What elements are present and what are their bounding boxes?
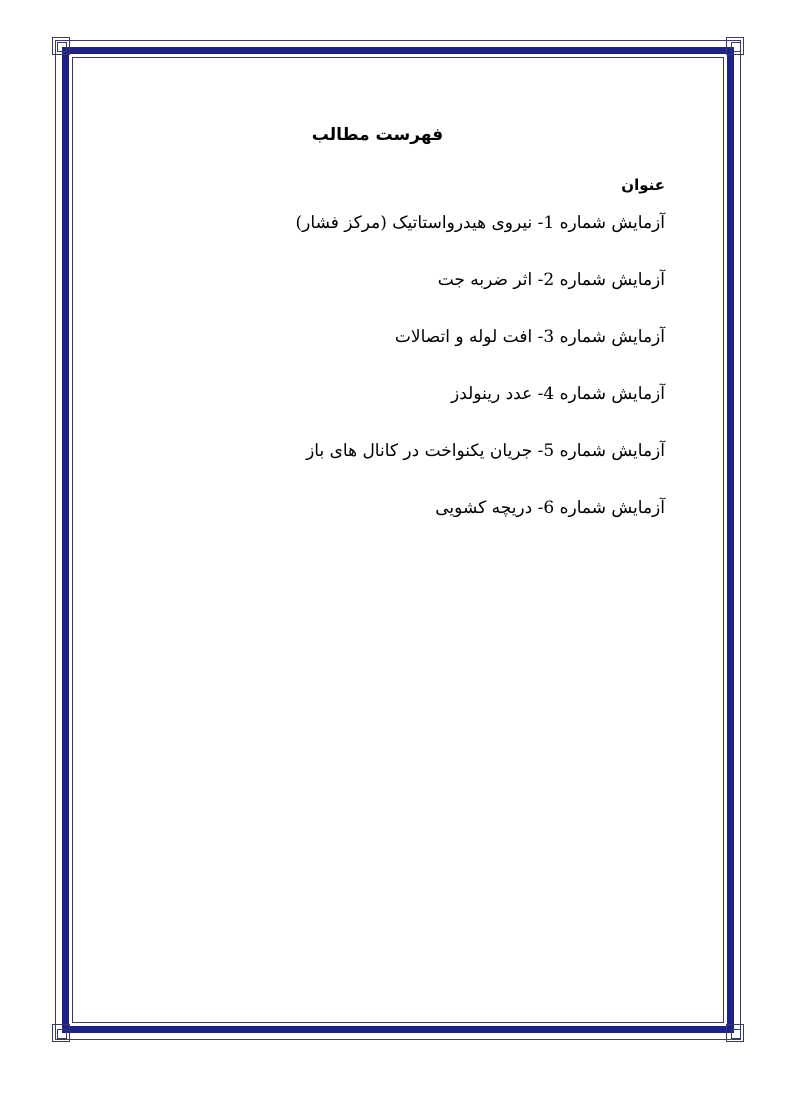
- corner-ornament-bottom-right: [726, 1024, 744, 1042]
- corner-ornament-top-left: [52, 37, 70, 55]
- toc-item-2: آزمایش شماره 2- اثر ضربه جت: [437, 270, 665, 290]
- corner-ornament-bottom-left: [52, 1024, 70, 1042]
- toc-item-4: آزمایش شماره 4- عدد رینولدز: [451, 384, 665, 404]
- corner-ornament-top-right: [726, 37, 744, 55]
- toc-list: [90, 211, 665, 553]
- toc-item-5: آزمایش شماره 5- جریان یکنواخت در کانال های باز: [306, 441, 665, 461]
- toc-item-1: آزمایش شماره 1- نیروی هیدرواستاتیک (مرکز فشار): [295, 213, 665, 233]
- toc-item-3: آزمایش شماره 3- افت لوله و اتصالات: [394, 327, 665, 347]
- column-header-title: عنوان: [621, 176, 665, 194]
- page-title: فهرست مطالب: [311, 125, 444, 145]
- toc-item-6: آزمایش شماره 6- دریچه کشویی: [435, 498, 665, 518]
